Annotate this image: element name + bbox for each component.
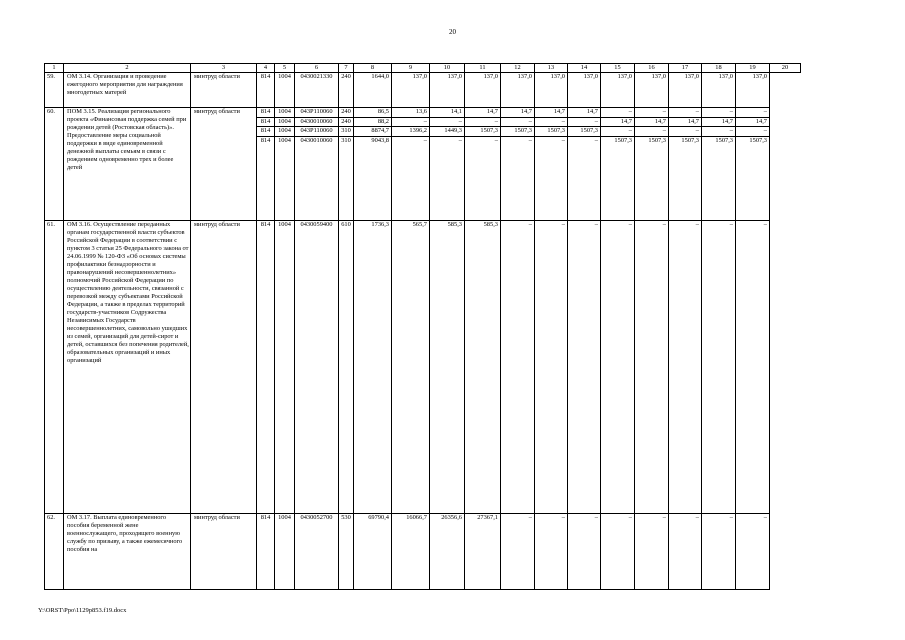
row-executor: минтруд области	[191, 73, 257, 108]
row-executor: минтруд области	[191, 514, 257, 590]
row-value: 310	[339, 127, 354, 137]
row-value: –	[568, 221, 601, 514]
row-value: –	[501, 137, 535, 221]
row-value: –	[702, 221, 736, 514]
row-value: –	[501, 221, 535, 514]
row-executor: минтруд области	[191, 108, 257, 221]
header-cell: 4	[257, 64, 275, 73]
header-cell: 12	[501, 64, 535, 73]
row-value: 14,1	[430, 108, 465, 118]
row-value: 27367,1	[465, 514, 501, 590]
row-value: 137,0	[501, 73, 535, 108]
row-value: 814	[257, 514, 275, 590]
row-value: 1449,3	[430, 127, 465, 137]
row-value: 1507,3	[568, 127, 601, 137]
row-value: 814	[257, 127, 275, 137]
row-value: –	[702, 127, 736, 137]
row-value: –	[568, 514, 601, 590]
row-value: 1004	[275, 73, 295, 108]
row-value: 1004	[275, 221, 295, 514]
row-value: –	[601, 221, 635, 514]
row-value: 1644,0	[354, 73, 392, 108]
row-value: 240	[339, 117, 354, 127]
row-value: 14,7	[669, 117, 702, 127]
row-value: 69790,4	[354, 514, 392, 590]
header-cell: 3	[191, 64, 257, 73]
row-value: –	[601, 127, 635, 137]
row-value: 814	[257, 221, 275, 514]
row-value: –	[601, 514, 635, 590]
row-value: 1004	[275, 137, 295, 221]
row-value: –	[392, 117, 430, 127]
row-value: –	[736, 514, 770, 590]
row-value: 14,7	[635, 117, 669, 127]
row-value: –	[568, 137, 601, 221]
row-value: 814	[257, 108, 275, 118]
row-value: 1004	[275, 108, 295, 118]
footer-path: Y:\ORST\Ppo\1129p853.f19.docx	[38, 607, 127, 614]
row-value: 1507,3	[702, 137, 736, 221]
row-value: –	[669, 108, 702, 118]
row-value: 137,0	[568, 73, 601, 108]
row-value: 310	[339, 137, 354, 221]
row-value: –	[669, 221, 702, 514]
row-value: 14,7	[702, 117, 736, 127]
row-value: 14,7	[501, 108, 535, 118]
row-value: 814	[257, 73, 275, 108]
row-value: 043P110060	[295, 127, 339, 137]
row-value: –	[669, 514, 702, 590]
header-cell: 11	[465, 64, 501, 73]
row-value: 814	[257, 117, 275, 127]
header-cell: 19	[736, 64, 770, 73]
row-value: 814	[257, 137, 275, 221]
row-value: 585,3	[465, 221, 501, 514]
row-value: 9043,8	[354, 137, 392, 221]
row-value: –	[568, 117, 601, 127]
row-value: 1507,3	[535, 127, 568, 137]
row-value: –	[635, 514, 669, 590]
row-value: 137,0	[601, 73, 635, 108]
row-value: 1004	[275, 117, 295, 127]
header-cell: 16	[635, 64, 669, 73]
row-description: ОМ 3.17. Выплата единовременного пособия беременной жене военнослужащего, проходящего военную службу по призыву, а также ежемесячного пособия на	[64, 514, 191, 590]
row-value: –	[635, 108, 669, 118]
row-value: –	[736, 221, 770, 514]
page-number: 20	[449, 28, 456, 36]
row-value: –	[392, 137, 430, 221]
row-description: ПОМ 3.15. Реализация регионального проекта «Финансовая поддержка семей при рождении детей (Ростовская область)». Предоставление меры социальной поддержки в виде единовременной денежной выплаты семьям в связи с рождением одновременно трех и более детей	[64, 108, 191, 221]
row-value: 0430010060	[295, 137, 339, 221]
row-value: –	[430, 117, 465, 127]
row-value: 137,0	[430, 73, 465, 108]
row-value: 240	[339, 73, 354, 108]
row-value: –	[465, 137, 501, 221]
row-value: –	[635, 221, 669, 514]
row-value: 14,7	[568, 108, 601, 118]
row-value: 14,7	[465, 108, 501, 118]
row-value: –	[736, 127, 770, 137]
table-row	[45, 108, 801, 118]
row-value: –	[601, 108, 635, 118]
row-description: ОМ 3.16. Осуществление переданных органам государственной власти субъектов Российской Федерации в соответствии с пунктом 3 статьи 25 Федерального закона от 24.06.1999 № 120-ФЗ «Об основах системы профилактики безнадзорности и правонарушений несовершеннолетних» полномочий Российской Федерации по осуществлению деятельности, связанной с перевозкой между субъектами Российской Федерации, а также в пределах территорий государств-участников Содружества Независимых Государств несовершеннолетних, самовольно ушедших из семей, организаций для детей-сирот и детей, оставшихся без попечения родителей, образовательных организаций и иных организаций	[64, 221, 191, 514]
row-value: 1507,3	[465, 127, 501, 137]
row-value: 14,7	[736, 117, 770, 127]
row-number: 59.	[45, 73, 64, 108]
header-cell: 5	[275, 64, 295, 73]
row-value: –	[465, 117, 501, 127]
row-value: –	[535, 137, 568, 221]
row-value: 240	[339, 108, 354, 118]
row-value: 137,0	[535, 73, 568, 108]
row-value: 26356,6	[430, 514, 465, 590]
header-cell: 18	[702, 64, 736, 73]
row-value: 1004	[275, 514, 295, 590]
row-value: 0430021330	[295, 73, 339, 108]
row-value: 0430059400	[295, 221, 339, 514]
row-value: –	[702, 514, 736, 590]
row-value: 8874,7	[354, 127, 392, 137]
row-value: –	[736, 108, 770, 118]
row-value: 530	[339, 514, 354, 590]
row-value: –	[430, 137, 465, 221]
row-value: 1507,3	[635, 137, 669, 221]
row-value: 137,0	[669, 73, 702, 108]
header-cell: 15	[601, 64, 635, 73]
row-value: 13,6	[392, 108, 430, 118]
row-executor: минтруд области	[191, 221, 257, 514]
row-value: 1396,2	[392, 127, 430, 137]
row-value: –	[635, 127, 669, 137]
header-cell: 2	[64, 64, 191, 73]
row-value: 16066,7	[392, 514, 430, 590]
header-row	[45, 64, 801, 73]
row-value: –	[702, 108, 736, 118]
row-value: –	[669, 127, 702, 137]
row-value: 14,7	[601, 117, 635, 127]
row-value: 1004	[275, 127, 295, 137]
row-value: –	[501, 514, 535, 590]
header-cell: 7	[339, 64, 354, 73]
header-cell: 8	[354, 64, 392, 73]
header-cell: 13	[535, 64, 568, 73]
row-value: 1507,3	[601, 137, 635, 221]
row-value: 043P110060	[295, 108, 339, 118]
header-cell: 1	[45, 64, 64, 73]
header-cell: 14	[568, 64, 601, 73]
row-value: 137,0	[736, 73, 770, 108]
row-value: 86,5	[354, 108, 392, 118]
row-value: 137,0	[465, 73, 501, 108]
row-value: 1507,3	[736, 137, 770, 221]
row-number: 62.	[45, 514, 64, 590]
header-cell: 9	[392, 64, 430, 73]
row-number: 60.	[45, 108, 64, 221]
row-value: 0430052700	[295, 514, 339, 590]
row-value: 88,2	[354, 117, 392, 127]
table-row	[45, 73, 801, 108]
row-value: –	[535, 514, 568, 590]
row-value: 0430010060	[295, 117, 339, 127]
row-value: –	[535, 221, 568, 514]
row-value: 610	[339, 221, 354, 514]
row-description: ОМ 3.14. Организация и проведение ежегодного мероприятия для награждения многодетных матерей	[64, 73, 191, 108]
row-value: 1736,3	[354, 221, 392, 514]
table-row	[45, 514, 801, 590]
row-value: 585,3	[430, 221, 465, 514]
row-value: 137,0	[392, 73, 430, 108]
header-cell: 6	[295, 64, 339, 73]
row-value: 1507,3	[669, 137, 702, 221]
header-cell: 20	[770, 64, 801, 73]
header-cell: 17	[669, 64, 702, 73]
row-value: –	[535, 117, 568, 127]
row-value: –	[501, 117, 535, 127]
row-value: 137,0	[635, 73, 669, 108]
header-cell: 10	[430, 64, 465, 73]
table-row	[45, 221, 801, 514]
row-number: 61.	[45, 221, 64, 514]
row-value: 14,7	[535, 108, 568, 118]
row-value: 565,7	[392, 221, 430, 514]
row-value: 1507,3	[501, 127, 535, 137]
budget-table	[44, 63, 801, 590]
row-value: 137,0	[702, 73, 736, 108]
